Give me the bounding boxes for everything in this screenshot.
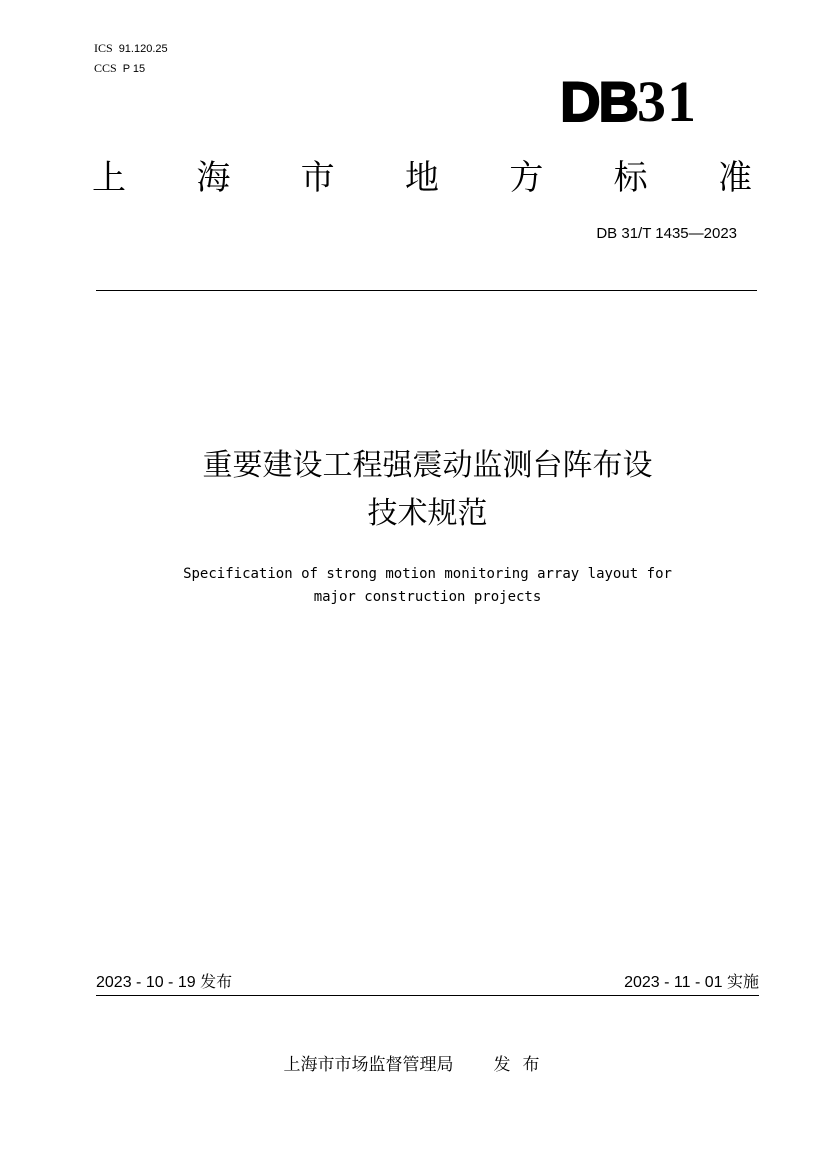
document-title-line1: 重要建设工程强震动监测台阵布设	[202, 448, 653, 483]
release-date: 2023 - 10 - 19 发布	[96, 974, 233, 991]
ics-label: ICS	[94, 41, 113, 55]
english-title-line2: major construction projects	[313, 589, 542, 605]
db31-logo	[560, 70, 697, 134]
standard-code: DB 31/T 1435—2023	[596, 225, 737, 242]
standard-type-char: 标	[613, 158, 648, 198]
standard-type-char: 方	[509, 158, 544, 198]
standard-type-char: 海	[196, 158, 231, 198]
header-divider	[96, 290, 757, 291]
publisher-name: 上海市市场监督管理局	[283, 1055, 454, 1075]
standard-type-heading	[92, 155, 752, 201]
ccs-label: CCS	[94, 61, 117, 75]
logo-prefix: DB	[560, 70, 637, 133]
ics-line	[94, 40, 168, 57]
document-title-line2: 技术规范	[367, 496, 488, 531]
publish-action: 发布	[493, 1055, 552, 1075]
english-title-line1: Specification of strong motion monitoring array layout for	[183, 566, 672, 582]
ics-value: 91.120.25	[118, 43, 168, 55]
standard-type-char: 准	[717, 158, 752, 198]
standard-type-char: 地	[404, 158, 439, 198]
footer-divider	[96, 995, 759, 996]
standard-type-char: 上	[92, 158, 126, 198]
publisher-line	[0, 1053, 815, 1077]
ccs-value: P 15	[122, 63, 146, 75]
standard-type-char: 市	[300, 158, 335, 198]
ccs-line	[94, 60, 145, 77]
implementation-date: 2023 - 11 - 01 实施	[624, 974, 759, 991]
logo-number: 31	[637, 69, 697, 134]
